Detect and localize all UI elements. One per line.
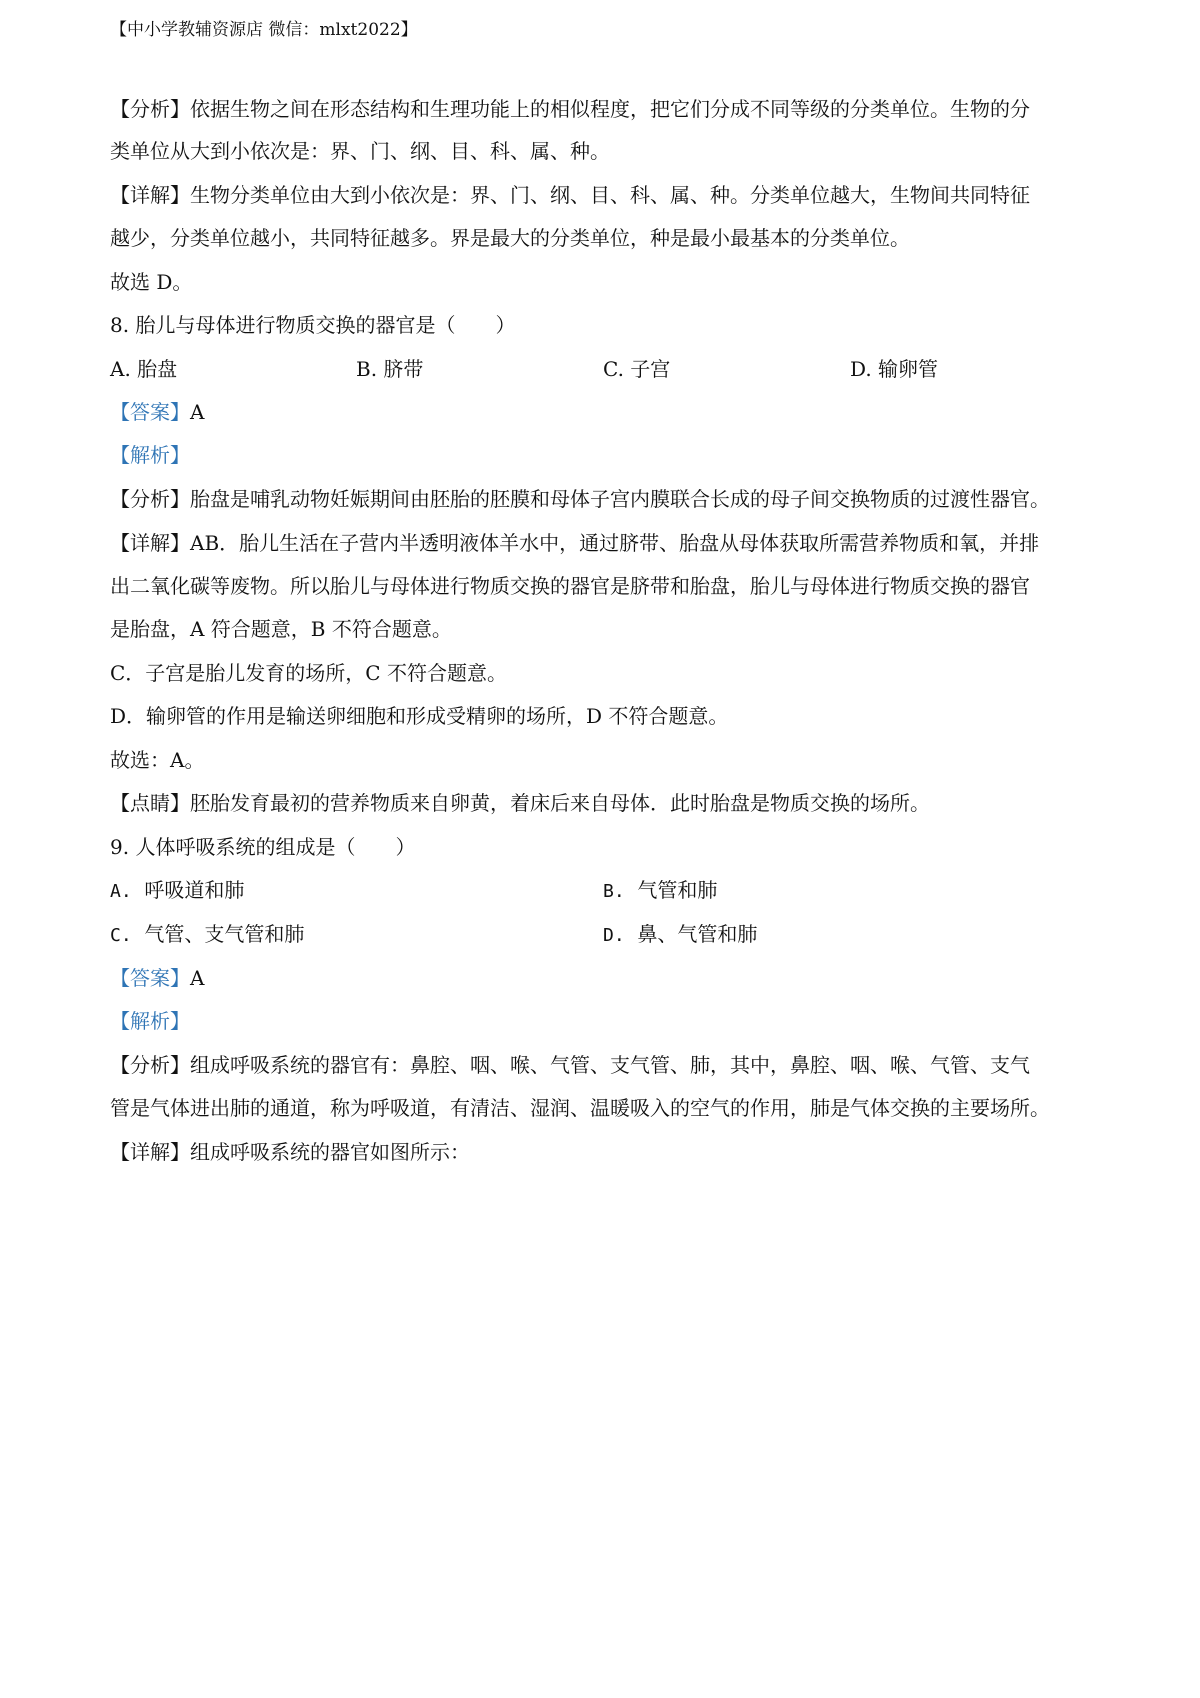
q9-option-d-text: 鼻、气管和肺 bbox=[637, 922, 758, 946]
q7-analysis-line-2: 类单位从大到小依次是：界、门、纲、目、科、属、种。 bbox=[110, 139, 610, 163]
q9-option-c-text: 气管、支气管和肺 bbox=[144, 922, 305, 946]
q8-analysis: 【分析】胎盘是哺乳动物妊娠期间由胚胎的胚膜和母体子宫内膜联合长成的母子间交换物质的过渡性器官。 bbox=[110, 487, 1050, 511]
q7-choice: 故选 D。 bbox=[110, 270, 193, 294]
q8-answer bbox=[110, 398, 204, 426]
q9-question: 9. 人体呼吸系统的组成是（ ） bbox=[110, 835, 416, 859]
q7-detail-line-1: 【详解】生物分类单位由大到小依次是：界、门、纲、目、科、属、种。分类单位越大，生物间共同特征 bbox=[110, 183, 1030, 207]
q9-option-c-letter: C. bbox=[110, 925, 132, 946]
q8-comment: 【点睛】胚胎发育最初的营养物质来自卵黄，着床后来自母体．此时胎盘是物质交换的场所。 bbox=[110, 791, 930, 815]
q9-option-b-text: 气管和肺 bbox=[637, 878, 718, 902]
q8-explain-label: 【解析】 bbox=[110, 443, 190, 467]
q8-detail-d: D．输卵管的作用是输送卵细胞和形成受精卵的场所，D 不符合题意。 bbox=[110, 704, 729, 728]
q9-analysis-line-1: 【分析】组成呼吸系统的器官有：鼻腔、咽、喉、气管、支气管、肺，其中，鼻腔、咽、喉、气管、支气 bbox=[110, 1053, 1030, 1077]
q8-option-d: D. 输卵管 bbox=[850, 357, 939, 381]
q8-detail-line-3: 是胎盘，A 符合题意，B 不符合题意。 bbox=[110, 617, 452, 641]
q8-answer-value: A bbox=[190, 400, 205, 424]
q8-detail-c: C．子宫是胎儿发育的场所，C 不符合题意。 bbox=[110, 661, 507, 685]
q9-analysis-line-2: 管是气体进出肺的通道，称为呼吸道，有清洁、湿润、温暖吸入的空气的作用，肺是气体交换的主要场所。 bbox=[110, 1096, 1050, 1120]
q9-option-b-letter: B. bbox=[603, 881, 625, 902]
q9-option-a-text: 呼吸道和肺 bbox=[144, 878, 245, 902]
q9-option-d bbox=[603, 920, 757, 950]
q9-answer-value: A bbox=[190, 966, 205, 990]
q8-option-a: A. 胎盘 bbox=[110, 357, 178, 381]
q9-detail: 【详解】组成呼吸系统的器官如图所示： bbox=[110, 1140, 470, 1164]
q7-analysis-line-1: 【分析】依据生物之间在形态结构和生理功能上的相似程度，把它们分成不同等级的分类单位。生物的分 bbox=[110, 97, 1030, 121]
q8-option-c: C. 子宫 bbox=[603, 357, 671, 381]
q9-explain-label: 【解析】 bbox=[110, 1009, 190, 1033]
q8-option-b: B. 脐带 bbox=[356, 357, 424, 381]
q8-choice: 故选：A。 bbox=[110, 748, 205, 772]
q9-option-a-letter: A. bbox=[110, 881, 132, 902]
header-watermark: 【中小学教辅资源店 微信：mlxt2022】 bbox=[110, 20, 418, 40]
q9-option-c bbox=[110, 920, 304, 950]
q9-answer bbox=[110, 964, 204, 992]
q9-option-b bbox=[603, 876, 717, 906]
q8-answer-label: 【答案】 bbox=[110, 400, 190, 424]
q9-option-d-letter: D. bbox=[603, 925, 625, 946]
q9-option-a bbox=[110, 876, 244, 906]
q9-answer-label: 【答案】 bbox=[110, 966, 190, 990]
q8-detail-line-1: 【详解】AB．胎儿生活在子营内半透明液体羊水中，通过脐带、胎盘从母体获取所需营养物质和氧，并排 bbox=[110, 531, 1040, 555]
q8-question: 8. 胎儿与母体进行物质交换的器官是（ ） bbox=[110, 313, 516, 337]
q8-detail-line-2: 出二氧化碳等废物。所以胎儿与母体进行物质交换的器官是脐带和胎盘，胎儿与母体进行物质交换的器官 bbox=[110, 574, 1030, 598]
q7-detail-line-2: 越少，分类单位越小，共同特征越多。界是最大的分类单位，种是最小最基本的分类单位。 bbox=[110, 226, 910, 250]
